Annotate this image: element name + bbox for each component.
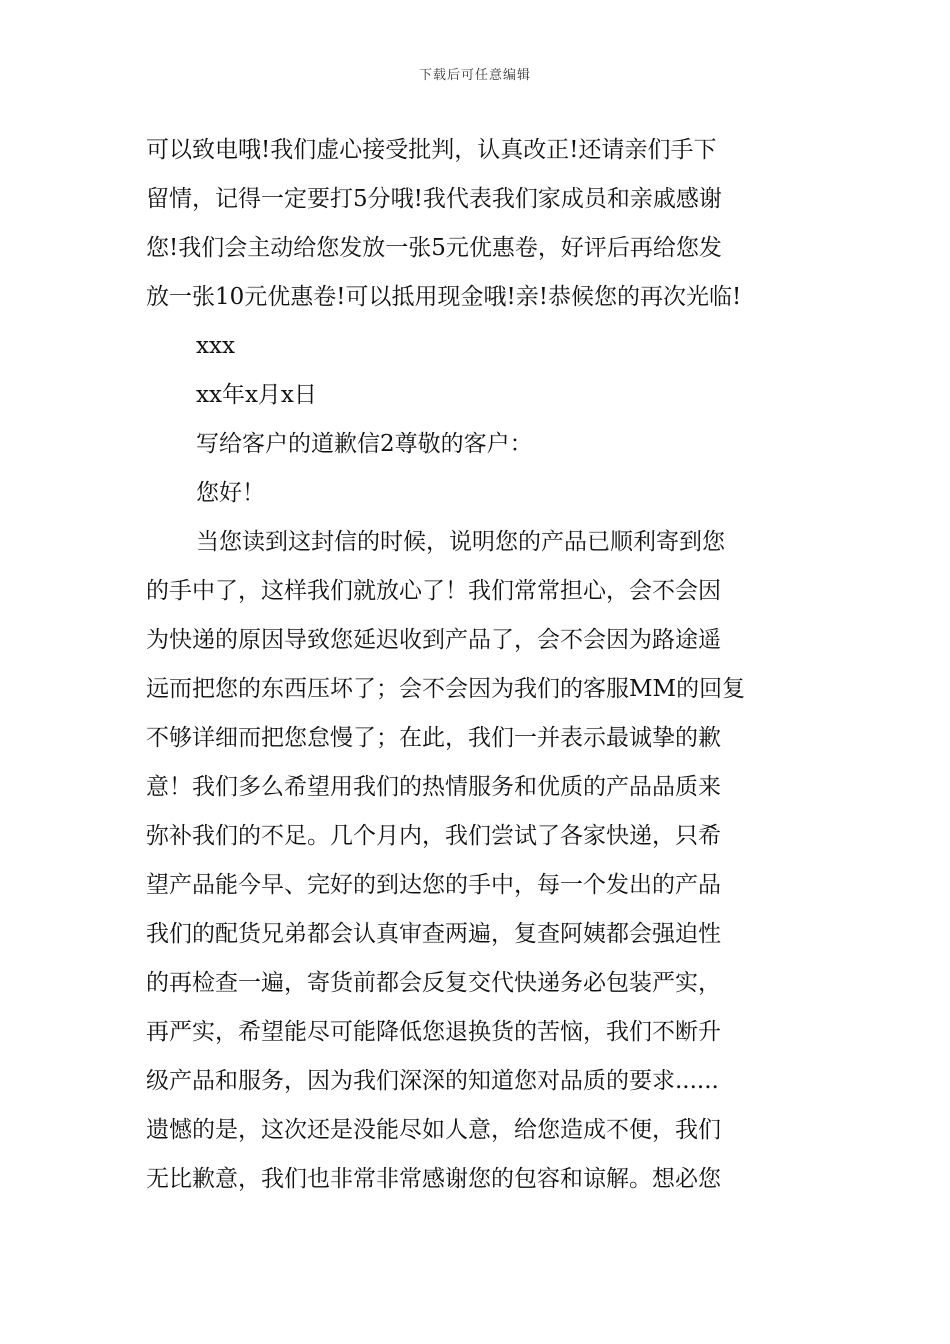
page-header: 下载后可任意编辑 bbox=[418, 68, 531, 83]
text-line: 为快递的原因导致您延迟收到产品了，会不会因为路途遥 bbox=[146, 627, 721, 653]
text-line: 弥补我们的不足。几个月内，我们尝试了各家快递，只希 bbox=[146, 823, 721, 849]
text-line: 可以致电哦!我们虚心接受批判，认真改正!还请亲们手下 bbox=[146, 137, 717, 163]
text-line: 当您读到这封信的时候，说明您的产品已顺利寄到您 bbox=[196, 529, 725, 555]
text-line: 放一张10元优惠卷!可以抵用现金哦!亲!恭候您的再次光临! bbox=[146, 284, 742, 310]
text-line: 不够详细而把您怠慢了；在此，我们一并表示最诚挚的歉 bbox=[146, 725, 721, 751]
text-line: 意！我们多么希望用我们的热情服务和优质的产品品质来 bbox=[146, 774, 721, 800]
text-line: xx年x月x日 bbox=[196, 382, 317, 408]
text-line: 写给客户的道歉信2尊敬的客户： bbox=[196, 431, 533, 457]
text-line: 级产品和服务，因为我们深深的知道您对品质的要求...... bbox=[146, 1068, 719, 1094]
letter-body bbox=[146, 126, 826, 1204]
text-line: 的手中了，这样我们就放心了！我们常常担心，会不会因 bbox=[146, 578, 721, 604]
text-line: 您好！ bbox=[196, 480, 265, 506]
text-line: 的再检查一遍，寄货前都会反复交代快递务必包装严实， bbox=[146, 970, 721, 996]
text-line: 再严实，希望能尽可能降低您退换货的苦恼，我们不断升 bbox=[146, 1019, 721, 1045]
text-line: 您!我们会主动给您发放一张5元优惠卷，好评后再给您发 bbox=[146, 235, 722, 261]
text-line: 留情，记得一定要打5分哦!我代表我们家成员和亲戚感谢 bbox=[146, 186, 722, 212]
text-line: 望产品能今早、完好的到达您的手中，每一个发出的产品 bbox=[146, 872, 721, 898]
text-line: 遗憾的是，这次还是没能尽如人意，给您造成不便，我们 bbox=[146, 1117, 721, 1143]
text-line: 远而把您的东西压坏了；会不会因为我们的客服MM的回复 bbox=[146, 676, 746, 702]
text-line: 无比歉意，我们也非常非常感谢您的包容和谅解。想必您 bbox=[146, 1166, 721, 1192]
text-line: xxx bbox=[196, 333, 235, 359]
text-line: 我们的配货兄弟都会认真审查两遍，复查阿姨都会强迫性 bbox=[146, 921, 721, 947]
